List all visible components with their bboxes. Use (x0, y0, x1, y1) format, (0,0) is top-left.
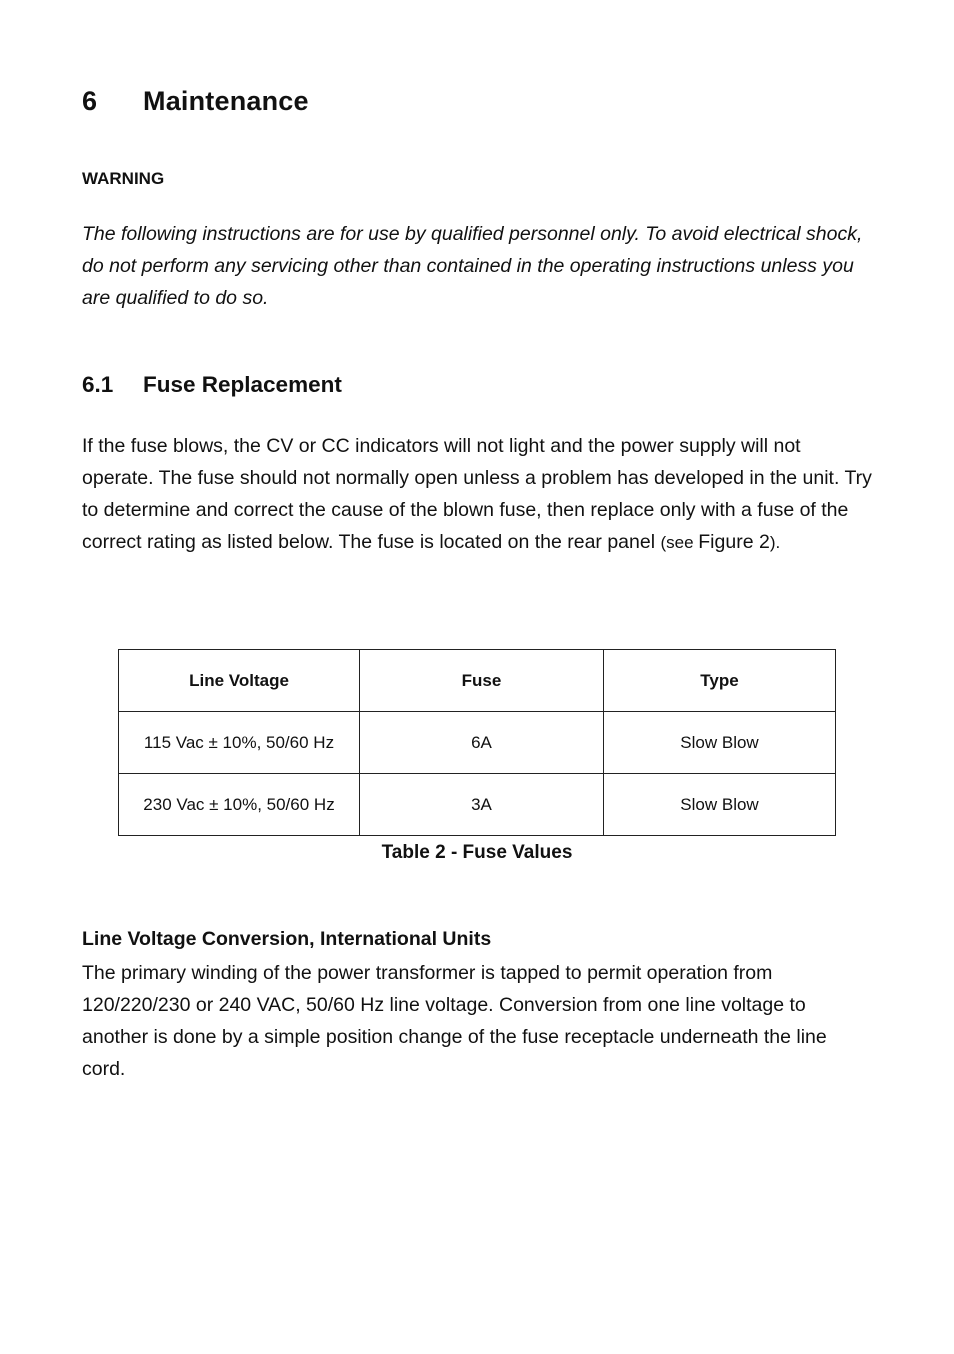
warning-label: WARNING (82, 169, 165, 188)
subsection-number: 6.1 (82, 372, 114, 397)
section-title: Maintenance (143, 86, 309, 116)
fuse-values-table (118, 649, 836, 836)
cell-type: Slow Blow (604, 712, 836, 774)
cell-fuse: 6A (360, 712, 604, 774)
warning-text: The following instructions are for use by qualified personnel only. To avoid electrical shock, do not perform any servicing other than contained in the operating instructions unless you are qualified to do so. (82, 223, 863, 309)
table-row (119, 774, 836, 836)
header-line-voltage: Line Voltage (119, 650, 360, 712)
fuse-paragraph (82, 430, 872, 559)
table-row (119, 712, 836, 774)
see-text: (see (660, 533, 699, 552)
conversion-heading: Line Voltage Conversion, International Units (82, 928, 492, 950)
paragraph-end: ). (769, 533, 781, 552)
subsection-title: Fuse Replacement (143, 372, 342, 397)
section-heading (82, 86, 309, 117)
figure-reference-link[interactable]: Figure 2 (698, 531, 770, 553)
table-header-row (119, 650, 836, 712)
cell-type: Slow Blow (604, 774, 836, 836)
cell-line-voltage: 230 Vac ± 10%, 50/60 Hz (119, 774, 360, 836)
header-fuse: Fuse (360, 650, 604, 712)
subsection-heading (82, 372, 342, 398)
cell-line-voltage: 115 Vac ± 10%, 50/60 Hz (119, 712, 360, 774)
cell-fuse: 3A (360, 774, 604, 836)
header-type: Type (604, 650, 836, 712)
fuse-paragraph-text: If the fuse blows, the CV or CC indicators will not light and the power supply will not operate. The fuse should not normally open unless a problem has developed in the unit. Try to determine and correct the cause of the blown fuse, then replace only with a fuse of the correct rating as listed below. The fuse is located on the rear panel (82, 435, 872, 553)
conversion-paragraph: The primary winding of the power transformer is tapped to permit operation from 120/220/230 or 240 VAC, 50/60 Hz line voltage. Conversion from one line voltage to another is done by a simple position change of the fuse receptacle underneath the line cord. (82, 962, 827, 1080)
section-number: 6 (82, 86, 98, 116)
table-caption: Table 2 - Fuse Values (381, 842, 573, 863)
